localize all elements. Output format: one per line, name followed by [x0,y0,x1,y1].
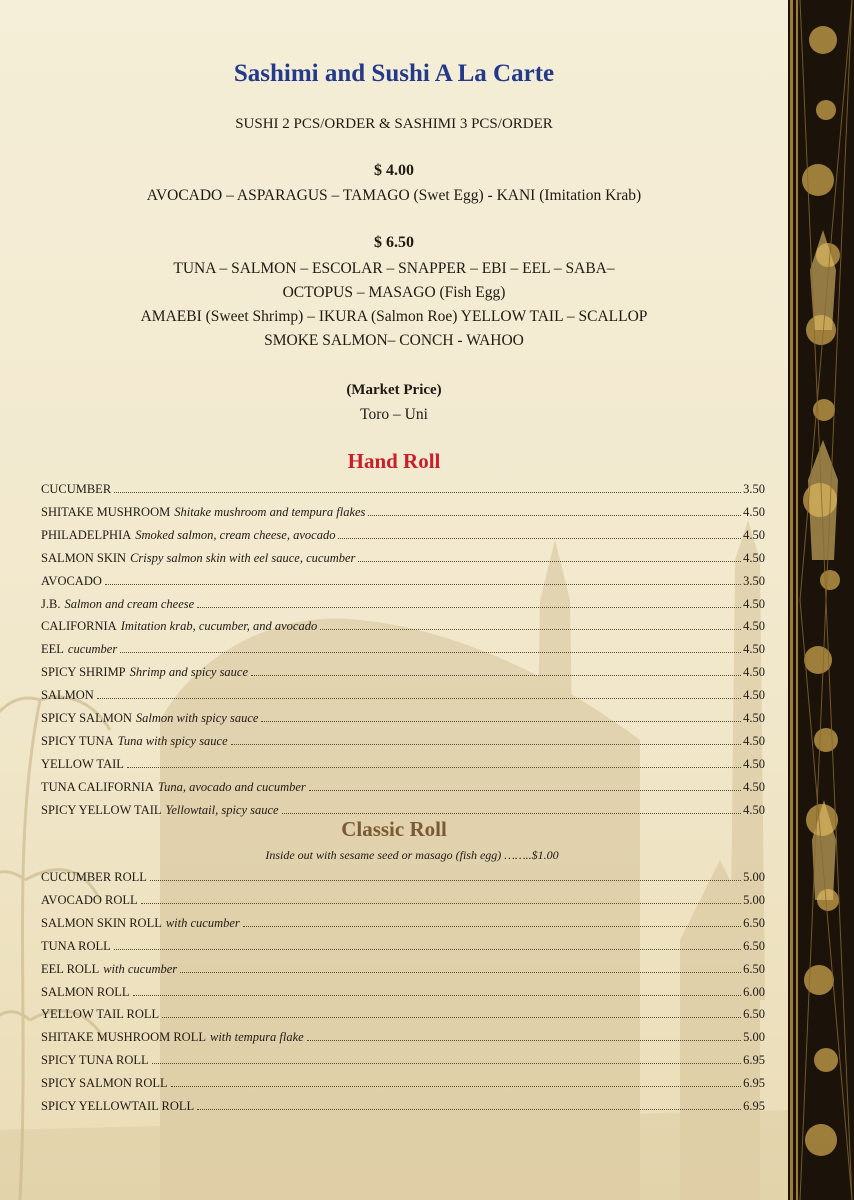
dot-leader [152,1063,741,1064]
item-description: Shitake mushroom and tempura flakes [174,504,366,519]
dot-leader [133,995,742,996]
item-price: 5.00 [743,870,765,884]
item-name: YELLOW TAIL [41,756,124,771]
item-description: Imitation krab, cucumber, and avocado [120,619,318,634]
dot-leader [97,698,741,699]
item-name: SPICY SALMON [41,711,132,725]
dot-leader [114,492,741,493]
page-title: Sashimi and Sushi A La Carte [233,60,555,87]
menu-item-row [41,639,765,657]
item-name: SALMON SKIN [41,550,127,565]
item-description: Salmon with spicy sauce [135,711,259,725]
dot-leader [197,1109,741,1110]
menu-item-row [41,1050,765,1068]
item-price: 6.50 [743,961,765,976]
tier-2-items-line: AMAEBI (Sweet Shrimp) – IKURA (Salmon Roe) YELLOW TAIL – SCALLOP [140,308,648,325]
item-name: AVOCADO [41,573,102,588]
item-price: 4.50 [743,733,765,748]
dot-leader [171,1086,741,1087]
tier-2-items-line: OCTOPUS – MASAGO (Fish Egg) [282,284,506,301]
menu-item-row [41,936,765,954]
item-description: Tuna, avocado and cucumber [157,779,306,794]
menu-item-row [41,525,765,543]
menu-item-row [41,502,765,520]
dot-leader [307,1040,741,1041]
menu-item-row [41,662,765,680]
item-description: with cucumber [103,961,178,976]
item-price: 4.50 [743,665,765,680]
item-name: AVOCADO ROLL [41,892,138,907]
dot-leader [114,949,741,950]
menu-item-row [41,800,765,818]
item-price: 4.50 [743,619,765,634]
item-description: cucumber [67,642,118,657]
item-price: 5.00 [743,892,765,907]
dot-leader [197,607,741,608]
dot-leader [231,744,741,745]
item-description: Salmon and cream cheese [64,596,195,611]
dot-leader [320,629,741,630]
dot-leader [243,926,741,927]
menu-item-row [41,571,765,589]
item-description: Smoked salmon, cream cheese, avocado [135,527,336,542]
item-price: 6.50 [743,938,765,953]
menu-item-row [41,777,765,795]
tier-2-items-line: TUNA – SALMON – ESCOLAR – SNAPPER – EBI – EEL – SABA– [173,260,615,277]
menu-item-row [41,867,765,885]
item-description: Shrimp and spicy sauce [129,665,249,680]
item-price: 4.50 [743,802,765,817]
hand-roll-heading: Hand Roll [347,449,441,473]
item-description: with tempura flake [209,1030,304,1045]
dot-leader [127,767,741,768]
dot-leader [150,880,741,881]
item-name: EEL ROLL [41,961,100,976]
item-price: 4.50 [743,504,765,519]
classic-roll-note: Inside out with sesame seed or masago (fish egg) ……..$1.00 [265,848,559,862]
menu-item-row [41,594,765,612]
item-description: with cucumber [165,915,240,930]
item-price: 6.95 [743,1099,765,1113]
item-name: CUCUMBER [41,482,112,496]
item-name: SHITAKE MUSHROOM ROLL [41,1030,206,1045]
item-name: EEL [41,642,64,657]
item-name: CUCUMBER ROLL [41,870,147,884]
item-price: 6.00 [743,984,765,999]
item-name: SALMON SKIN ROLL [41,915,162,930]
menu-item-row [41,548,765,566]
dot-leader [105,584,741,585]
market-price-label: (Market Price) [346,382,442,398]
item-name: SPICY TUNA ROLL [41,1053,149,1068]
item-price: 6.50 [743,915,765,930]
item-price: 3.50 [743,482,765,496]
tier-2-items-line: SMOKE SALMON– CONCH - WAHOO [264,332,524,349]
item-description: Tuna with spicy sauce [117,733,228,748]
decorative-gold-border [788,0,854,1200]
item-name: TUNA ROLL [41,938,111,953]
dot-leader [309,790,741,791]
item-name: CALIFORNIA [41,619,117,634]
item-name: TUNA CALIFORNIA [41,779,154,794]
item-name: SHITAKE MUSHROOM [41,504,171,519]
dot-leader [162,1017,741,1018]
menu-item-row [41,731,765,749]
item-name: SALMON [41,688,94,703]
item-name: SALMON ROLL [41,984,130,999]
price-tier-1: $ 4.00 [374,162,414,179]
menu-item-row [41,1073,765,1091]
dot-leader [180,972,741,973]
price-tier-2: $ 6.50 [374,234,414,251]
menu-item-row [41,1004,765,1022]
menu-item-row [41,479,765,497]
market-price-items: Toro – Uni [360,406,428,423]
menu-item-row [41,685,765,703]
tier-1-items: AVOCADO – ASPARAGUS – TAMAGO (Swet Egg) - KANI (Imitation Krab) [146,187,642,204]
item-price: 5.00 [743,1030,765,1045]
menu-item-row [41,616,765,634]
menu-item-row [41,890,765,908]
item-name: PHILADELPHIA [41,527,132,542]
menu-item-row [41,1027,765,1045]
item-price: 4.50 [743,779,765,794]
menu-item-row [41,708,765,726]
item-price: 3.50 [743,573,765,588]
item-name: YELLOW TAIL ROLL [41,1007,160,1022]
item-name: SPICY YELLOWTAIL ROLL [41,1099,195,1113]
item-price: 6.95 [743,1053,765,1068]
item-price: 4.50 [743,527,765,542]
menu-item-row [41,913,765,931]
item-price: 6.95 [743,1076,765,1091]
item-name: SPICY SALMON ROLL [41,1076,168,1091]
item-name: SPICY SHRIMP [41,665,126,680]
dot-leader [358,561,741,562]
item-description: Crispy salmon skin with eel sauce, cucumber [130,550,356,565]
item-name: J.B. [41,596,61,611]
dot-leader [141,903,741,904]
item-price: 4.50 [743,711,765,725]
dot-leader [368,515,741,516]
dot-leader [251,675,741,676]
item-description: Yellowtail, spicy sauce [165,802,279,817]
dot-leader [261,721,741,722]
item-price: 4.50 [743,596,765,611]
menu-item-row [41,754,765,772]
item-name: SPICY YELLOW TAIL [41,802,162,817]
item-price: 4.50 [743,756,765,771]
item-price: 6.50 [743,1007,765,1022]
item-price: 4.50 [743,688,765,703]
menu-item-row [41,959,765,977]
dot-leader [282,813,742,814]
classic-roll-heading: Classic Roll [341,817,447,841]
menu-item-row [41,1096,765,1114]
order-size-note: SUSHI 2 PCS/ORDER & SASHIMI 3 PCS/ORDER [235,116,553,132]
menu-item-row [41,982,765,1000]
item-price: 4.50 [743,550,765,565]
dot-leader [338,538,741,539]
item-name: SPICY TUNA [41,733,114,748]
dot-leader [120,652,741,653]
item-price: 4.50 [743,642,765,657]
